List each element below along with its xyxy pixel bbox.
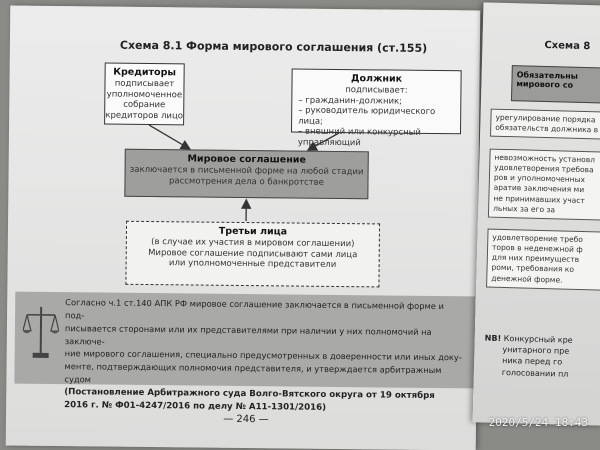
right-block-line: торов в неденежной ф <box>491 242 583 255</box>
right-block-line: ров и уполномоченных <box>493 172 586 185</box>
note-line: менте, подтверждающих полномочия представителя, и утверждается арбитражным судом <box>64 361 442 385</box>
right-block-line: денежной форме. <box>491 273 563 285</box>
arrow-debtor-to-settlement <box>309 133 339 150</box>
right-block-line: для них преимуществ <box>491 252 580 265</box>
right-block-line: урегулирование порядка <box>495 112 596 125</box>
right-block-line: не принимавших участ <box>493 193 585 205</box>
third-parties-line: (в случае их участия в мировом соглашении) <box>151 236 355 250</box>
settlement-line: заключается в письменной форме на любой стадии <box>129 164 364 178</box>
nb-line: Конкурсный кре <box>503 334 573 345</box>
right-header-box: Обязательны мирового со <box>511 65 600 104</box>
right-block <box>488 149 600 221</box>
legal-note-text <box>64 296 465 417</box>
page-number: — 246 — <box>223 413 269 426</box>
scales-of-justice-icon <box>23 301 60 361</box>
third-parties-line: или уполномоченные представители <box>168 258 337 271</box>
third-parties-title: Третьи лица <box>218 225 288 238</box>
creditors-line: уполномоченное <box>106 89 183 100</box>
right-block-line: льных за его за <box>493 203 556 214</box>
photo-timestamp: 2020/5/24 18:43 <box>488 416 588 429</box>
right-block-line: невозможность установл <box>494 152 596 165</box>
note-line: писывается сторонами или их представителями при наличии у них полномочий на заключе- <box>64 322 432 347</box>
settlement-line: рассмотрения дела о банкротстве <box>168 175 325 188</box>
creditors-title: Кредиторы <box>113 66 177 79</box>
scheme-title: Схема 8.1 Форма мирового соглашения (ст.155) <box>119 38 428 55</box>
debtor-item: – руководитель юридического лица; <box>298 105 436 127</box>
debtor-title: Должник <box>350 73 403 85</box>
arrow-creditors-to-settlement <box>149 125 189 148</box>
debtor-item: – гражданин-должник; <box>298 95 403 107</box>
nb-label: NB! <box>484 333 502 343</box>
right-block-line: роми, требования ко <box>491 263 575 275</box>
debtor-subtitle: подписывает: <box>345 84 408 96</box>
nb-line: ника перед го <box>502 356 563 367</box>
right-nb-note <box>484 333 573 380</box>
right-block-line: удовлетворения требова <box>494 162 594 175</box>
left-page <box>6 6 481 450</box>
right-block-line: удовлетворение требо <box>492 232 583 245</box>
creditors-line: кредиторов лицо <box>105 110 184 122</box>
right-scheme-title: Схема 8 <box>544 39 591 53</box>
nb-line: голосовании пл <box>501 367 569 379</box>
third-parties-box <box>125 221 380 288</box>
court-reference-line: (Постановление Арбитражного суда Волго-Вятского округа от 19 октября <box>64 387 435 402</box>
nb-line: унитарного пре <box>502 345 570 356</box>
right-block <box>486 229 600 291</box>
settlement-title: Мировое соглашение <box>187 153 306 166</box>
court-reference-line: 2016 г. № Ф01-4247/2016 по делу № А11-1301/2016) <box>64 400 327 414</box>
debtor-item: – внешний или конкурсный управляющий <box>297 126 421 149</box>
third-parties-line: Мировое соглашение подписывают сами лица <box>148 247 358 260</box>
right-block-line: обязательств должника в <box>495 122 599 135</box>
creditors-line: подписывает <box>114 78 175 90</box>
right-block <box>490 109 600 141</box>
right-page <box>473 2 600 425</box>
note-line: ние мирового соглашения, специально предусмотренных в доверенности или иных доку- <box>64 348 462 363</box>
settlement-box <box>124 149 368 200</box>
creditors-line: собрание <box>123 99 166 111</box>
note-line: Согласно ч.1 ст.140 АПК РФ мировое соглашение заключается в письменной форме и под- <box>65 297 444 321</box>
right-block-line: аратив заключения ми <box>493 183 585 195</box>
